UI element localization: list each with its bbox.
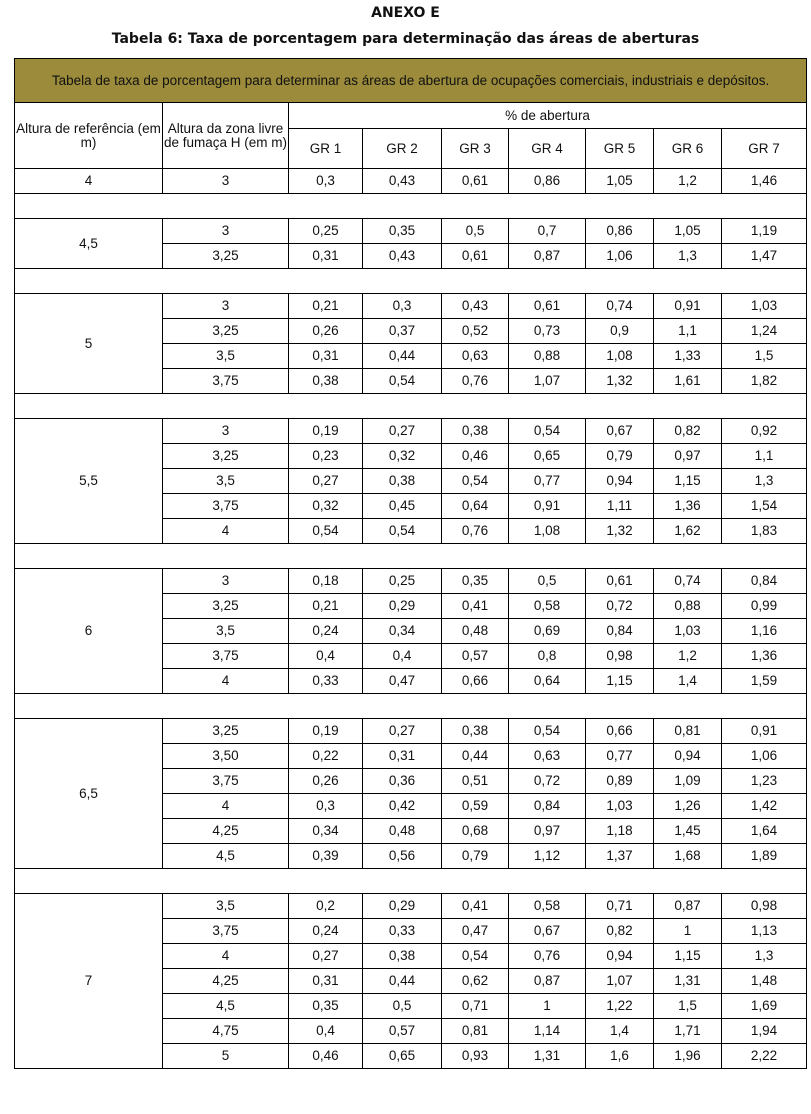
opening-percent-gr1-cell: 0,27 <box>289 944 363 969</box>
table-row <box>15 419 807 444</box>
opening-percent-gr4-cell: 0,65 <box>509 444 586 469</box>
opening-percent-gr5-cell: 0,71 <box>586 894 654 919</box>
opening-percent-gr1-cell: 0,33 <box>289 669 363 694</box>
opening-percent-gr6-cell: 1,2 <box>654 644 722 669</box>
opening-percent-gr3-cell: 0,52 <box>442 319 509 344</box>
smoke-free-height-cell: 3,75 <box>163 769 289 794</box>
opening-percent-gr1-cell: 0,46 <box>289 1044 363 1069</box>
opening-percent-gr2-cell: 0,42 <box>363 794 442 819</box>
opening-percent-gr4-cell: 0,64 <box>509 669 586 694</box>
opening-percent-gr7-cell: 1,83 <box>722 519 807 544</box>
opening-percent-gr1-cell: 0,35 <box>289 994 363 1019</box>
opening-percent-gr5-cell: 0,79 <box>586 444 654 469</box>
opening-percent-gr6-cell: 1,61 <box>654 369 722 394</box>
opening-percent-gr1-cell: 0,19 <box>289 719 363 744</box>
opening-percent-gr5-cell: 1,15 <box>586 669 654 694</box>
opening-percent-gr6-cell: 1,96 <box>654 1044 722 1069</box>
opening-percent-gr3-cell: 0,35 <box>442 569 509 594</box>
opening-percent-gr2-cell: 0,54 <box>363 369 442 394</box>
opening-percent-gr7-cell: 1,23 <box>722 769 807 794</box>
opening-percent-gr4-cell: 1,31 <box>509 1044 586 1069</box>
opening-percent-gr1-cell: 0,31 <box>289 969 363 994</box>
opening-percent-gr4-cell: 0,69 <box>509 619 586 644</box>
opening-percent-gr5-cell: 0,84 <box>586 619 654 644</box>
opening-percent-gr5-cell: 1,32 <box>586 519 654 544</box>
smoke-free-height-cell: 3,25 <box>163 244 289 269</box>
col-header-opening-percent: % de abertura <box>289 103 807 129</box>
opening-percent-gr4-cell: 0,84 <box>509 794 586 819</box>
table-row <box>15 294 807 319</box>
opening-percent-gr4-cell: 0,77 <box>509 469 586 494</box>
opening-percent-gr3-cell: 0,63 <box>442 344 509 369</box>
opening-percent-gr5-cell: 1,4 <box>586 1019 654 1044</box>
smoke-free-height-cell: 4 <box>163 794 289 819</box>
opening-percent-gr2-cell: 0,29 <box>363 894 442 919</box>
opening-percent-gr3-cell: 0,76 <box>442 519 509 544</box>
opening-percent-gr6-cell: 0,91 <box>654 294 722 319</box>
opening-percent-gr3-cell: 0,71 <box>442 994 509 1019</box>
smoke-free-height-cell: 3,5 <box>163 469 289 494</box>
opening-percent-gr3-cell: 0,51 <box>442 769 509 794</box>
opening-percent-gr5-cell: 1,22 <box>586 994 654 1019</box>
opening-percent-gr1-cell: 0,24 <box>289 919 363 944</box>
smoke-free-height-cell: 3,25 <box>163 444 289 469</box>
smoke-free-height-cell: 3,5 <box>163 344 289 369</box>
col-header-gr7: GR 7 <box>722 129 807 169</box>
opening-percent-gr7-cell: 0,98 <box>722 894 807 919</box>
opening-percent-gr7-cell: 1,48 <box>722 969 807 994</box>
smoke-free-height-cell: 3,75 <box>163 369 289 394</box>
opening-percent-gr5-cell: 1,18 <box>586 819 654 844</box>
opening-percent-gr6-cell: 1,2 <box>654 169 722 194</box>
opening-percent-gr1-cell: 0,54 <box>289 519 363 544</box>
opening-percent-gr3-cell: 0,68 <box>442 819 509 844</box>
opening-percent-gr2-cell: 0,57 <box>363 1019 442 1044</box>
opening-percent-gr6-cell: 0,82 <box>654 419 722 444</box>
opening-percent-gr1-cell: 0,2 <box>289 894 363 919</box>
opening-percent-gr2-cell: 0,48 <box>363 819 442 844</box>
table-row <box>15 569 807 594</box>
separator-row <box>15 869 807 894</box>
reference-height-cell: 4,5 <box>15 219 163 269</box>
opening-percent-gr4-cell: 1 <box>509 994 586 1019</box>
opening-percent-gr4-cell: 0,61 <box>509 294 586 319</box>
opening-percent-gr7-cell: 1,59 <box>722 669 807 694</box>
opening-percent-gr7-cell: 1,24 <box>722 319 807 344</box>
opening-percent-gr2-cell: 0,31 <box>363 744 442 769</box>
opening-percent-gr4-cell: 0,54 <box>509 419 586 444</box>
opening-percent-gr2-cell: 0,4 <box>363 644 442 669</box>
opening-percent-gr5-cell: 0,61 <box>586 569 654 594</box>
opening-percent-gr2-cell: 0,65 <box>363 1044 442 1069</box>
opening-percent-gr5-cell: 1,03 <box>586 794 654 819</box>
smoke-free-height-cell: 3 <box>163 569 289 594</box>
opening-percent-gr4-cell: 0,86 <box>509 169 586 194</box>
opening-percent-gr2-cell: 0,43 <box>363 169 442 194</box>
smoke-free-height-cell: 5 <box>163 1044 289 1069</box>
opening-percent-gr1-cell: 0,4 <box>289 644 363 669</box>
smoke-free-height-cell: 3,25 <box>163 319 289 344</box>
opening-percent-gr4-cell: 0,8 <box>509 644 586 669</box>
separator-cell <box>15 544 807 569</box>
opening-percent-gr2-cell: 0,29 <box>363 594 442 619</box>
opening-percent-gr2-cell: 0,54 <box>363 519 442 544</box>
opening-percent-gr1-cell: 0,26 <box>289 769 363 794</box>
separator-row <box>15 194 807 219</box>
opening-percent-gr2-cell: 0,44 <box>363 344 442 369</box>
opening-percent-gr5-cell: 0,9 <box>586 319 654 344</box>
opening-percent-gr7-cell: 1,42 <box>722 794 807 819</box>
opening-percent-gr6-cell: 0,97 <box>654 444 722 469</box>
opening-percent-gr3-cell: 0,64 <box>442 494 509 519</box>
opening-percent-gr1-cell: 0,21 <box>289 294 363 319</box>
opening-percent-gr7-cell: 1,16 <box>722 619 807 644</box>
opening-percent-gr2-cell: 0,47 <box>363 669 442 694</box>
opening-percent-gr3-cell: 0,54 <box>442 469 509 494</box>
smoke-free-height-cell: 3 <box>163 294 289 319</box>
smoke-free-height-cell: 4,75 <box>163 1019 289 1044</box>
reference-height-cell: 4 <box>15 169 163 194</box>
table-row <box>15 719 807 744</box>
opening-percent-gr1-cell: 0,25 <box>289 219 363 244</box>
opening-percent-gr6-cell: 1,15 <box>654 469 722 494</box>
opening-percent-gr7-cell: 0,92 <box>722 419 807 444</box>
opening-percent-gr3-cell: 0,5 <box>442 219 509 244</box>
smoke-free-height-cell: 3,25 <box>163 594 289 619</box>
opening-percent-gr7-cell: 1,94 <box>722 1019 807 1044</box>
opening-percent-gr6-cell: 0,81 <box>654 719 722 744</box>
opening-percent-gr7-cell: 0,91 <box>722 719 807 744</box>
opening-percent-gr4-cell: 0,54 <box>509 719 586 744</box>
opening-percent-gr7-cell: 1,3 <box>722 944 807 969</box>
opening-percent-gr3-cell: 0,57 <box>442 644 509 669</box>
opening-percent-gr3-cell: 0,41 <box>442 594 509 619</box>
opening-percent-gr4-cell: 0,87 <box>509 244 586 269</box>
opening-percent-gr1-cell: 0,19 <box>289 419 363 444</box>
opening-percent-gr4-cell: 0,72 <box>509 769 586 794</box>
opening-percent-gr7-cell: 1,19 <box>722 219 807 244</box>
smoke-free-height-cell: 3,75 <box>163 494 289 519</box>
opening-percent-gr5-cell: 1,07 <box>586 969 654 994</box>
opening-percent-gr2-cell: 0,36 <box>363 769 442 794</box>
opening-percent-gr7-cell: 1,06 <box>722 744 807 769</box>
opening-percent-gr4-cell: 0,67 <box>509 919 586 944</box>
opening-percent-gr2-cell: 0,32 <box>363 444 442 469</box>
opening-percent-gr4-cell: 0,58 <box>509 894 586 919</box>
opening-percent-gr7-cell: 0,84 <box>722 569 807 594</box>
smoke-free-height-cell: 3,75 <box>163 644 289 669</box>
smoke-free-height-cell: 4,5 <box>163 994 289 1019</box>
opening-rate-table <box>14 58 807 1069</box>
opening-percent-gr3-cell: 0,66 <box>442 669 509 694</box>
opening-percent-gr6-cell: 1,1 <box>654 319 722 344</box>
opening-percent-gr4-cell: 1,12 <box>509 844 586 869</box>
col-header-reference-height: Altura de referência (em m) <box>15 103 163 169</box>
opening-percent-gr2-cell: 0,27 <box>363 419 442 444</box>
opening-percent-gr5-cell: 1,32 <box>586 369 654 394</box>
smoke-free-height-cell: 4 <box>163 944 289 969</box>
opening-percent-gr6-cell: 0,74 <box>654 569 722 594</box>
reference-height-cell: 6,5 <box>15 719 163 869</box>
opening-percent-gr3-cell: 0,38 <box>442 719 509 744</box>
annex-label: ANEXO E <box>371 5 440 21</box>
opening-percent-gr1-cell: 0,26 <box>289 319 363 344</box>
opening-percent-gr1-cell: 0,4 <box>289 1019 363 1044</box>
opening-percent-gr2-cell: 0,3 <box>363 294 442 319</box>
separator-row <box>15 394 807 419</box>
opening-percent-gr1-cell: 0,34 <box>289 819 363 844</box>
opening-percent-gr3-cell: 0,93 <box>442 1044 509 1069</box>
separator-cell <box>15 694 807 719</box>
reference-height-cell: 6 <box>15 569 163 694</box>
opening-percent-gr1-cell: 0,23 <box>289 444 363 469</box>
opening-percent-gr7-cell: 0,99 <box>722 594 807 619</box>
opening-percent-gr2-cell: 0,37 <box>363 319 442 344</box>
col-header-gr1: GR 1 <box>289 129 363 169</box>
opening-percent-gr1-cell: 0,24 <box>289 619 363 644</box>
opening-percent-gr4-cell: 0,73 <box>509 319 586 344</box>
opening-percent-gr6-cell: 1,36 <box>654 494 722 519</box>
smoke-free-height-cell: 3,5 <box>163 894 289 919</box>
opening-percent-gr5-cell: 0,66 <box>586 719 654 744</box>
opening-percent-gr1-cell: 0,32 <box>289 494 363 519</box>
opening-percent-gr3-cell: 0,41 <box>442 894 509 919</box>
opening-percent-gr1-cell: 0,18 <box>289 569 363 594</box>
opening-percent-gr5-cell: 0,67 <box>586 419 654 444</box>
reference-height-cell: 7 <box>15 894 163 1069</box>
opening-percent-gr3-cell: 0,48 <box>442 619 509 644</box>
opening-percent-gr7-cell: 1,82 <box>722 369 807 394</box>
opening-percent-gr2-cell: 0,38 <box>363 469 442 494</box>
opening-percent-gr6-cell: 0,88 <box>654 594 722 619</box>
opening-percent-gr3-cell: 0,44 <box>442 744 509 769</box>
smoke-free-height-cell: 3 <box>163 219 289 244</box>
opening-percent-gr6-cell: 1,68 <box>654 844 722 869</box>
smoke-free-height-cell: 4 <box>163 519 289 544</box>
opening-percent-gr2-cell: 0,43 <box>363 244 442 269</box>
opening-percent-gr1-cell: 0,21 <box>289 594 363 619</box>
opening-percent-gr2-cell: 0,56 <box>363 844 442 869</box>
opening-percent-gr7-cell: 1,5 <box>722 344 807 369</box>
opening-percent-gr3-cell: 0,59 <box>442 794 509 819</box>
opening-percent-gr5-cell: 0,86 <box>586 219 654 244</box>
reference-height-cell: 5,5 <box>15 419 163 544</box>
opening-percent-gr4-cell: 0,7 <box>509 219 586 244</box>
opening-percent-gr5-cell: 1,08 <box>586 344 654 369</box>
smoke-free-height-cell: 3 <box>163 419 289 444</box>
opening-percent-gr4-cell: 0,87 <box>509 969 586 994</box>
opening-percent-gr3-cell: 0,62 <box>442 969 509 994</box>
table-row <box>15 169 807 194</box>
opening-percent-gr1-cell: 0,31 <box>289 244 363 269</box>
opening-percent-gr7-cell: 1,64 <box>722 819 807 844</box>
opening-percent-gr3-cell: 0,76 <box>442 369 509 394</box>
opening-percent-gr2-cell: 0,38 <box>363 944 442 969</box>
opening-percent-gr2-cell: 0,34 <box>363 619 442 644</box>
opening-percent-gr1-cell: 0,39 <box>289 844 363 869</box>
opening-percent-gr2-cell: 0,35 <box>363 219 442 244</box>
opening-percent-gr7-cell: 1,3 <box>722 469 807 494</box>
opening-percent-gr7-cell: 2,22 <box>722 1044 807 1069</box>
separator-cell <box>15 394 807 419</box>
opening-percent-gr5-cell: 1,05 <box>586 169 654 194</box>
opening-percent-gr6-cell: 1,09 <box>654 769 722 794</box>
opening-percent-gr6-cell: 1 <box>654 919 722 944</box>
opening-percent-gr5-cell: 1,6 <box>586 1044 654 1069</box>
col-header-gr3: GR 3 <box>442 129 509 169</box>
opening-percent-gr4-cell: 1,07 <box>509 369 586 394</box>
opening-percent-gr7-cell: 1,1 <box>722 444 807 469</box>
opening-percent-gr5-cell: 1,06 <box>586 244 654 269</box>
opening-percent-gr7-cell: 1,03 <box>722 294 807 319</box>
smoke-free-height-cell: 4,25 <box>163 969 289 994</box>
opening-percent-gr1-cell: 0,31 <box>289 344 363 369</box>
separator-cell <box>15 194 807 219</box>
opening-percent-gr6-cell: 1,5 <box>654 994 722 1019</box>
opening-percent-gr3-cell: 0,46 <box>442 444 509 469</box>
opening-percent-gr6-cell: 1,45 <box>654 819 722 844</box>
opening-percent-gr5-cell: 0,72 <box>586 594 654 619</box>
smoke-free-height-cell: 3,5 <box>163 619 289 644</box>
opening-percent-gr3-cell: 0,81 <box>442 1019 509 1044</box>
separator-cell <box>15 269 807 294</box>
opening-percent-gr6-cell: 1,15 <box>654 944 722 969</box>
opening-percent-gr7-cell: 1,54 <box>722 494 807 519</box>
separator-row <box>15 694 807 719</box>
opening-percent-gr6-cell: 1,71 <box>654 1019 722 1044</box>
table-banner: Tabela de taxa de porcentagem para determinar as áreas de abertura de ocupações comerciais, industriais e depósitos. <box>15 59 807 103</box>
opening-percent-gr5-cell: 1,37 <box>586 844 654 869</box>
opening-percent-gr5-cell: 0,82 <box>586 919 654 944</box>
opening-percent-gr6-cell: 0,94 <box>654 744 722 769</box>
opening-percent-gr3-cell: 0,61 <box>442 169 509 194</box>
opening-percent-gr6-cell: 0,87 <box>654 894 722 919</box>
opening-percent-gr4-cell: 1,14 <box>509 1019 586 1044</box>
table-row <box>15 894 807 919</box>
smoke-free-height-cell: 4 <box>163 669 289 694</box>
opening-percent-gr4-cell: 0,76 <box>509 944 586 969</box>
opening-percent-gr6-cell: 1,26 <box>654 794 722 819</box>
smoke-free-height-cell: 3,75 <box>163 919 289 944</box>
opening-percent-gr7-cell: 1,36 <box>722 644 807 669</box>
opening-percent-gr3-cell: 0,43 <box>442 294 509 319</box>
col-header-gr6: GR 6 <box>654 129 722 169</box>
separator-row <box>15 544 807 569</box>
opening-percent-gr5-cell: 0,74 <box>586 294 654 319</box>
smoke-free-height-cell: 3 <box>163 169 289 194</box>
opening-percent-gr2-cell: 0,44 <box>363 969 442 994</box>
opening-percent-gr4-cell: 0,5 <box>509 569 586 594</box>
opening-percent-gr5-cell: 1,11 <box>586 494 654 519</box>
opening-percent-gr3-cell: 0,54 <box>442 944 509 969</box>
opening-percent-gr1-cell: 0,22 <box>289 744 363 769</box>
opening-percent-gr5-cell: 0,94 <box>586 469 654 494</box>
smoke-free-height-cell: 3,50 <box>163 744 289 769</box>
opening-percent-gr3-cell: 0,79 <box>442 844 509 869</box>
opening-percent-gr4-cell: 0,58 <box>509 594 586 619</box>
opening-percent-gr1-cell: 0,3 <box>289 794 363 819</box>
smoke-free-height-cell: 3,25 <box>163 719 289 744</box>
col-header-smoke-free-height: Altura da zona livre de fumaça H (em m) <box>163 103 289 169</box>
separator-row <box>15 269 807 294</box>
opening-percent-gr6-cell: 1,4 <box>654 669 722 694</box>
opening-percent-gr2-cell: 0,45 <box>363 494 442 519</box>
smoke-free-height-cell: 4,5 <box>163 844 289 869</box>
opening-percent-gr1-cell: 0,38 <box>289 369 363 394</box>
opening-percent-gr6-cell: 1,31 <box>654 969 722 994</box>
opening-percent-gr4-cell: 0,88 <box>509 344 586 369</box>
opening-percent-gr4-cell: 1,08 <box>509 519 586 544</box>
col-header-gr2: GR 2 <box>363 129 442 169</box>
col-header-gr4: GR 4 <box>509 129 586 169</box>
opening-percent-gr6-cell: 1,33 <box>654 344 722 369</box>
opening-percent-gr7-cell: 1,89 <box>722 844 807 869</box>
opening-percent-gr7-cell: 1,46 <box>722 169 807 194</box>
opening-percent-gr4-cell: 0,97 <box>509 819 586 844</box>
opening-percent-gr3-cell: 0,47 <box>442 919 509 944</box>
opening-percent-gr5-cell: 0,89 <box>586 769 654 794</box>
opening-percent-gr7-cell: 1,69 <box>722 994 807 1019</box>
opening-percent-gr7-cell: 1,13 <box>722 919 807 944</box>
opening-percent-gr5-cell: 0,94 <box>586 944 654 969</box>
opening-percent-gr7-cell: 1,47 <box>722 244 807 269</box>
opening-percent-gr6-cell: 1,3 <box>654 244 722 269</box>
separator-cell <box>15 869 807 894</box>
opening-percent-gr1-cell: 0,3 <box>289 169 363 194</box>
table-title: Tabela 6: Taxa de porcentagem para determinação das áreas de aberturas <box>111 31 700 47</box>
table-row <box>15 219 807 244</box>
opening-percent-gr2-cell: 0,5 <box>363 994 442 1019</box>
opening-percent-gr3-cell: 0,61 <box>442 244 509 269</box>
opening-percent-gr3-cell: 0,38 <box>442 419 509 444</box>
opening-percent-gr6-cell: 1,03 <box>654 619 722 644</box>
opening-percent-gr1-cell: 0,27 <box>289 469 363 494</box>
opening-percent-gr2-cell: 0,25 <box>363 569 442 594</box>
opening-percent-gr4-cell: 0,63 <box>509 744 586 769</box>
opening-percent-gr4-cell: 0,91 <box>509 494 586 519</box>
opening-percent-gr2-cell: 0,33 <box>363 919 442 944</box>
smoke-free-height-cell: 4,25 <box>163 819 289 844</box>
opening-percent-gr2-cell: 0,27 <box>363 719 442 744</box>
opening-percent-gr6-cell: 1,62 <box>654 519 722 544</box>
opening-percent-gr5-cell: 0,98 <box>586 644 654 669</box>
reference-height-cell: 5 <box>15 294 163 394</box>
col-header-gr5: GR 5 <box>586 129 654 169</box>
opening-percent-gr5-cell: 0,77 <box>586 744 654 769</box>
opening-percent-gr6-cell: 1,05 <box>654 219 722 244</box>
